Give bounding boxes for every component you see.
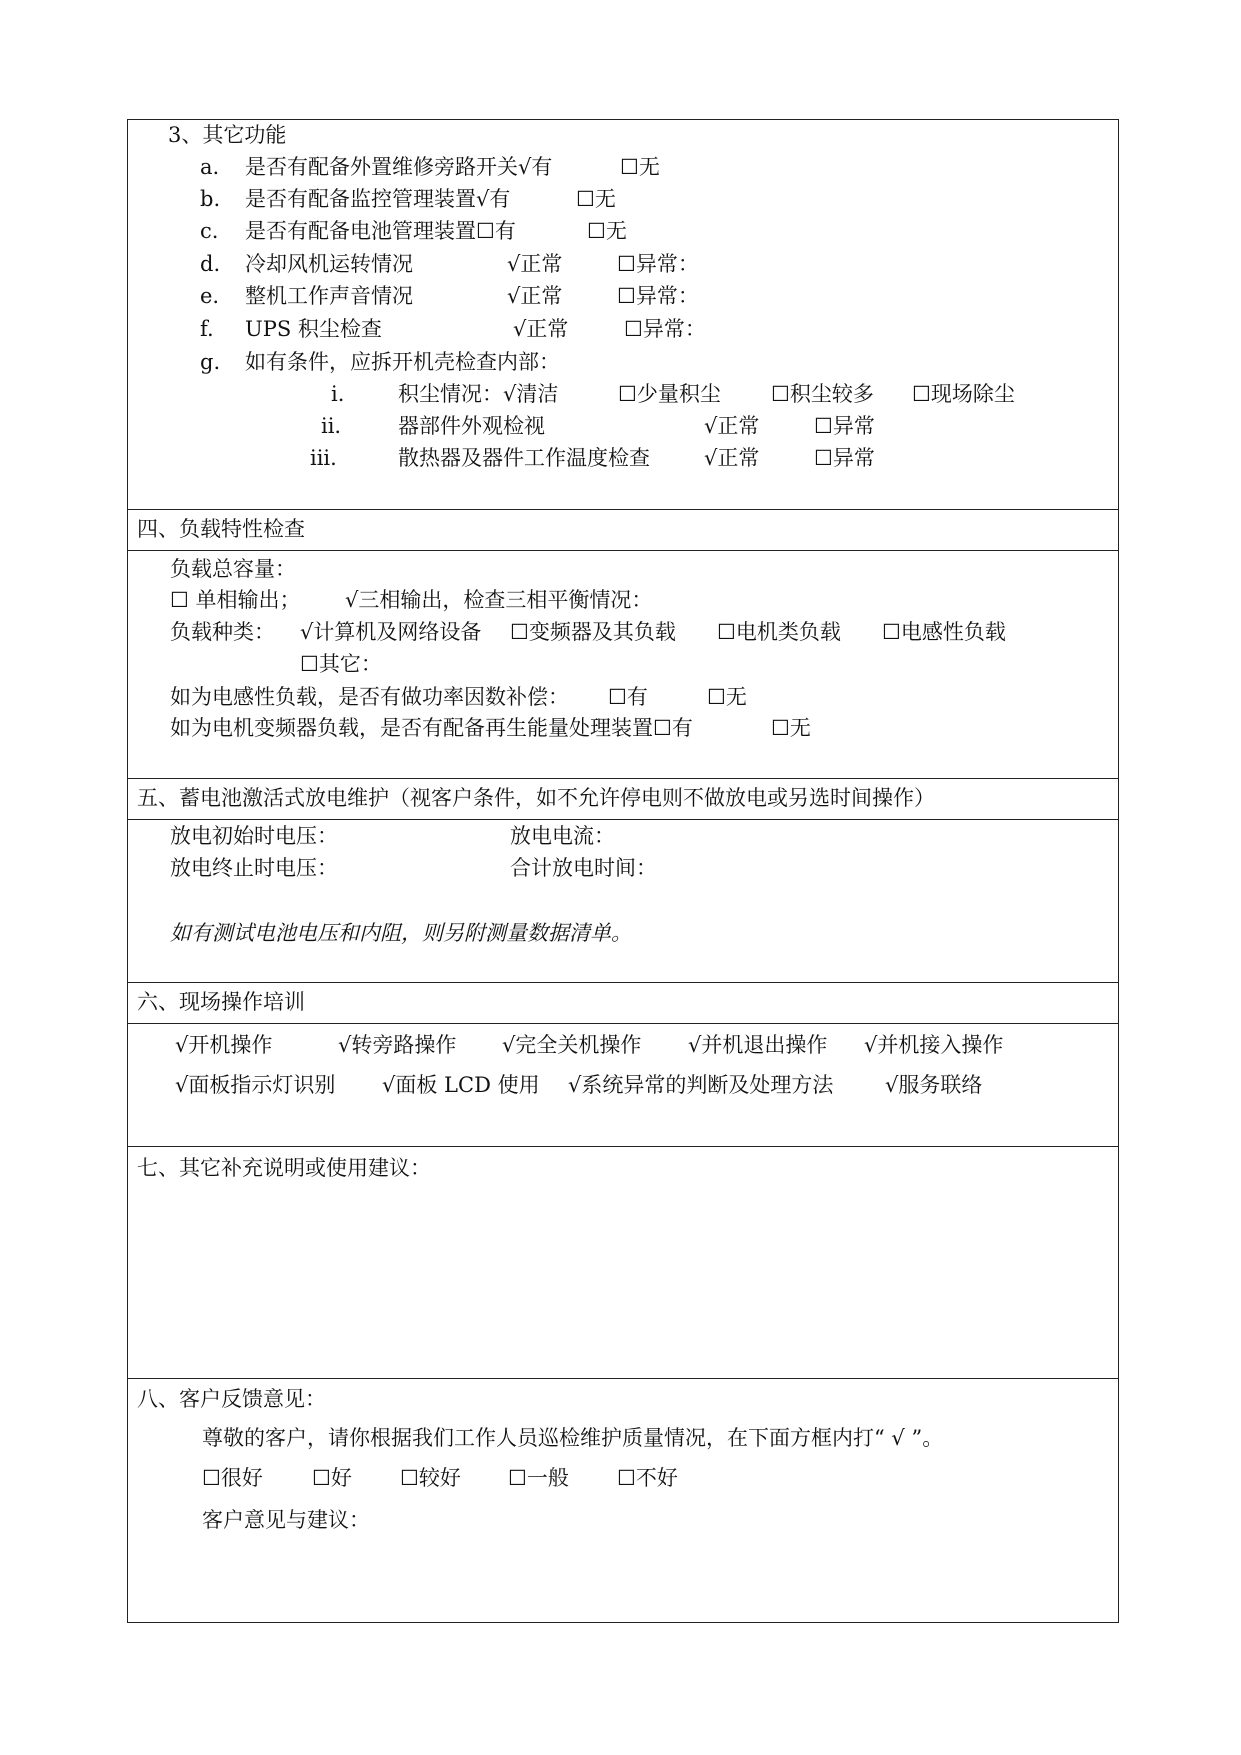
training-item: √服务联络 xyxy=(885,1073,983,1097)
option: ☐现场除尘 xyxy=(912,382,1015,406)
divider xyxy=(127,778,1119,779)
training-item: √开机操作 xyxy=(175,1033,273,1057)
option: ☐电机类负载 xyxy=(717,620,841,644)
option-ok: √正常 xyxy=(507,284,563,308)
question: 如为电感性负载，是否有做功率因数补偿： xyxy=(170,685,569,709)
option-ok: √正常 xyxy=(513,317,569,341)
item-mark: g. xyxy=(200,350,221,374)
training-item: √完全关机操作 xyxy=(502,1033,642,1057)
option: ☐电感性负载 xyxy=(882,620,1006,644)
option-no: ☐无 xyxy=(587,219,627,243)
section-title: 七、其它补充说明或使用建议： xyxy=(137,1156,431,1180)
section-title: 五、蓄电池激活式放电维护（视客户条件，如不允许停电则不做放电或另选时间操作） xyxy=(137,786,935,810)
item-text: 如有条件，应拆开机壳检查内部： xyxy=(245,350,560,374)
item-mark: d. xyxy=(200,252,221,276)
subitem-text: 器部件外观检视 xyxy=(398,414,545,438)
section-title: 六、现场操作培训 xyxy=(137,990,305,1014)
field-label: 放电初始时电压： xyxy=(170,824,338,848)
item-mark: c. xyxy=(200,219,219,243)
divider xyxy=(127,1146,1119,1147)
training-item: √面板 LCD 使用 xyxy=(382,1073,540,1097)
option-bad: ☐异常 xyxy=(814,414,875,438)
option-bad: ☐异常： xyxy=(617,252,699,276)
divider xyxy=(127,1023,1119,1024)
rating-option: ☐较好 xyxy=(400,1466,461,1490)
item-mark: a. xyxy=(200,155,220,179)
training-item: √面板指示灯识别 xyxy=(175,1073,336,1097)
option: √计算机及网络设备 xyxy=(300,620,482,644)
option-bad: ☐异常： xyxy=(617,284,699,308)
option: ☐其它： xyxy=(300,652,382,676)
rating-option: ☐不好 xyxy=(617,1466,678,1490)
note: 如有测试电池电压和内阻，则另附测量数据清单。 xyxy=(170,921,632,945)
option-ok: √正常 xyxy=(507,252,563,276)
item-mark: f. xyxy=(200,317,214,341)
training-item: √系统异常的判断及处理方法 xyxy=(568,1073,834,1097)
divider xyxy=(127,982,1119,983)
option-no: ☐无 xyxy=(576,187,616,211)
field-label: 客户意见与建议： xyxy=(202,1508,370,1532)
rating-option: ☐一般 xyxy=(508,1466,569,1490)
item-mark: e. xyxy=(200,284,220,308)
option: √三相输出，检查三相平衡情况： xyxy=(345,588,653,612)
rating-option: ☐好 xyxy=(312,1466,352,1490)
subitem-mark: ii. xyxy=(321,414,342,438)
item-text: UPS 积尘检查 xyxy=(245,317,382,341)
subitem-text: 积尘情况：√清洁 xyxy=(398,382,559,406)
divider xyxy=(127,819,1119,820)
item-text: 是否有配备外置维修旁路开关√有 xyxy=(245,155,553,179)
item-text: 冷却风机运转情况 xyxy=(245,252,413,276)
field-label: 放电电流： xyxy=(510,824,615,848)
option: ☐ 单相输出； xyxy=(170,588,301,612)
option: ☐无 xyxy=(707,685,747,709)
section-title: 四、负载特性检查 xyxy=(137,517,305,541)
field-label: 负载种类： xyxy=(170,620,275,644)
training-item: √并机接入操作 xyxy=(864,1033,1004,1057)
section-title: 八、客户反馈意见： xyxy=(137,1387,326,1411)
divider xyxy=(127,1378,1119,1379)
rating-option: ☐很好 xyxy=(202,1466,263,1490)
item-text: 整机工作声音情况 xyxy=(245,284,413,308)
item-text: 是否有配备监控管理装置√有 xyxy=(245,187,511,211)
item-mark: b. xyxy=(200,187,221,211)
training-item: √并机退出操作 xyxy=(688,1033,828,1057)
option: ☐无 xyxy=(771,716,811,740)
training-item: √转旁路操作 xyxy=(338,1033,457,1057)
item-text: 是否有配备电池管理装置☐有 xyxy=(245,219,516,243)
option-bad: ☐异常： xyxy=(624,317,706,341)
divider xyxy=(127,509,1119,510)
subitem-mark: iii. xyxy=(310,446,337,470)
option: ☐少量积尘 xyxy=(618,382,721,406)
option: ☐有 xyxy=(608,685,648,709)
section-title: 3、其它功能 xyxy=(168,123,287,147)
question: 如为电机变频器负载，是否有配备再生能量处理装置☐有 xyxy=(170,716,693,740)
option-ok: √正常 xyxy=(704,414,760,438)
field-label: 放电终止时电压： xyxy=(170,856,338,880)
option: ☐变频器及其负载 xyxy=(510,620,676,644)
field-label: 合计放电时间： xyxy=(510,856,657,880)
field-label: 负载总容量： xyxy=(170,557,296,581)
subitem-mark: i. xyxy=(331,382,345,406)
subitem-text: 散热器及器件工作温度检查 xyxy=(398,446,650,470)
intro-text: 尊敬的客户，请你根据我们工作人员巡检维护质量情况，在下面方框内打“ √ ”。 xyxy=(202,1426,944,1450)
divider xyxy=(127,550,1119,551)
option: ☐积尘较多 xyxy=(771,382,874,406)
option-ok: √正常 xyxy=(704,446,760,470)
option-bad: ☐异常 xyxy=(814,446,875,470)
option-no: ☐无 xyxy=(620,155,660,179)
